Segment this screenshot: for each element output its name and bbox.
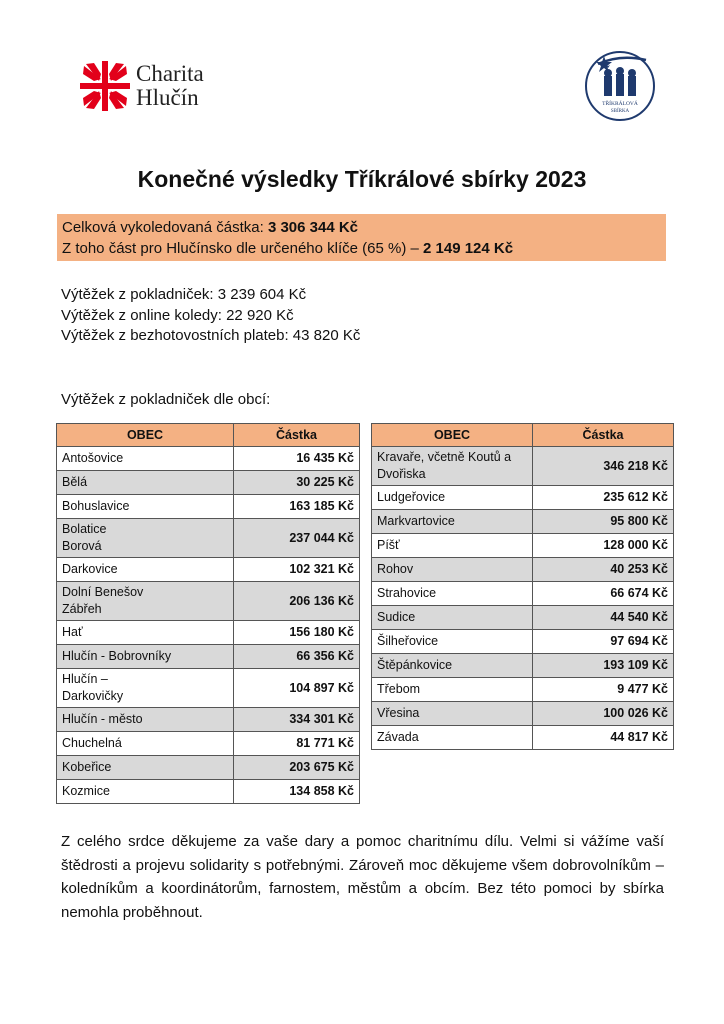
cell-castka: 128 000 Kč [533, 534, 674, 558]
cell-castka: 30 225 Kč [234, 471, 360, 495]
cell-castka: 66 356 Kč [234, 645, 360, 669]
table-row [372, 510, 674, 534]
municipality-table-right [371, 423, 674, 750]
table-row [57, 495, 360, 519]
cell-obec: Závada [372, 726, 533, 750]
seal-text: TŘÍKRÁLOVÁ [602, 101, 638, 107]
summary-total-value: 3 306 344 Kč [267, 219, 359, 236]
cell-castka: 95 800 Kč [533, 510, 674, 534]
cell-castka: 104 897 Kč [234, 669, 360, 708]
header-obec: OBEC [57, 424, 234, 447]
cell-castka: 44 540 Kč [533, 606, 674, 630]
cell-castka: 100 026 Kč [533, 702, 674, 726]
table-row [57, 519, 360, 558]
section-label: Výtěžek z pokladniček dle obcí: [61, 391, 271, 408]
summary-share-label: Z toho část pro Hlučínsko dle určeného klíče (65 %) – [62, 240, 424, 257]
table-row [372, 630, 674, 654]
cell-obec: Šilheřovice [372, 630, 533, 654]
table-row [372, 654, 674, 678]
cell-castka: 163 185 Kč [234, 495, 360, 519]
cell-obec: Ludgeřovice [372, 486, 533, 510]
trikralova-sbirka-seal-icon [584, 50, 656, 122]
table-row [57, 558, 360, 582]
table-row [372, 486, 674, 510]
table-row [57, 708, 360, 732]
summary-box [57, 214, 666, 261]
cell-obec: Dolní Benešov Zábřeh [57, 582, 234, 621]
svg-text:SBÍRKA: SBÍRKA [610, 109, 630, 114]
cell-castka: 346 218 Kč [533, 447, 674, 486]
table-row [57, 669, 360, 708]
cell-obec: Hlučín - Bobrovníky [57, 645, 234, 669]
table-row [57, 756, 360, 780]
logo-line1: Charita [136, 61, 204, 86]
summary-share-value: 2 149 124 Kč [423, 240, 514, 257]
yield-online: Výtěžek z online koledy: 22 920 Kč [61, 306, 294, 324]
table-row [57, 471, 360, 495]
cell-castka: 193 109 Kč [533, 654, 674, 678]
cell-castka: 16 435 Kč [234, 447, 360, 471]
table-header-row [372, 424, 674, 447]
municipality-table-left [56, 423, 360, 804]
cell-castka: 206 136 Kč [234, 582, 360, 621]
cell-obec: Píšť [372, 534, 533, 558]
cell-obec: Bělá [57, 471, 234, 495]
cell-obec: Kobeřice [57, 756, 234, 780]
yield-boxes: Výtěžek z pokladniček: 3 239 604 Kč [61, 286, 307, 303]
cell-castka: 66 674 Kč [533, 582, 674, 606]
header-obec: OBEC [372, 424, 533, 447]
table-row [57, 780, 360, 804]
table-row [57, 447, 360, 471]
table-row [372, 447, 674, 486]
table-row [372, 606, 674, 630]
cell-castka: 237 044 Kč [234, 519, 360, 558]
cell-castka: 40 253 Kč [533, 558, 674, 582]
cell-castka: 9 477 Kč [533, 678, 674, 702]
header-castka: Částka [234, 424, 360, 447]
cell-castka: 97 694 Kč [533, 630, 674, 654]
cell-obec: Hlučín – Darkovičky [57, 669, 234, 708]
cell-obec: Kravaře, včetně Koutů a Dvořiska [372, 447, 533, 486]
cell-castka: 203 675 Kč [234, 756, 360, 780]
table-row [57, 582, 360, 621]
cell-obec: Markvartovice [372, 510, 533, 534]
cell-obec: Hať [57, 621, 234, 645]
table-row [372, 726, 674, 750]
cell-castka: 235 612 Kč [533, 486, 674, 510]
yields-list [61, 285, 360, 347]
cell-obec: Rohov [372, 558, 533, 582]
charita-logo-text [136, 62, 204, 110]
summary-line1 [62, 217, 661, 238]
page-title: Konečné výsledky Tříkrálové sbírky 2023 [137, 166, 587, 192]
cell-obec: Třebom [372, 678, 533, 702]
thanks-paragraph: Z celého srdce děkujeme za vaše dary a pomoc charitnímu dílu. Velmi si vážíme vaší štědrosti a projevu solidarity s potřebnými. Zároveň moc děkujeme všem dobrovolníkům – koledníkům a koordinátorům, farnostem, městům a obcím. Bez této pomoci by sbírka nemohla proběhnout. [61, 833, 664, 921]
header-castka: Částka [533, 424, 674, 447]
summary-line2 [62, 238, 661, 259]
cell-castka: 134 858 Kč [234, 780, 360, 804]
cell-obec: Darkovice [57, 558, 234, 582]
cell-obec: Bolatice Borová [57, 519, 234, 558]
table-row [372, 702, 674, 726]
cell-obec: Bohuslavice [57, 495, 234, 519]
cell-obec: Štěpánkovice [372, 654, 533, 678]
table-row [57, 621, 360, 645]
charita-logo [80, 60, 204, 112]
cell-castka: 44 817 Kč [533, 726, 674, 750]
table-header-row [57, 424, 360, 447]
table-row [372, 558, 674, 582]
charita-cross-icon [80, 60, 130, 112]
table-row [57, 645, 360, 669]
cell-castka: 334 301 Kč [234, 708, 360, 732]
cell-obec: Kozmice [57, 780, 234, 804]
summary-total-label: Celková vykoledovaná částka: [62, 219, 268, 236]
yield-cashless: Výtěžek z bezhotovostních plateb: 43 820 Kč [61, 327, 361, 344]
cell-obec: Vřesina [372, 702, 533, 726]
table-row [372, 678, 674, 702]
cell-obec: Antošovice [57, 447, 234, 471]
logo-line2: Hlučín [136, 85, 199, 110]
cell-obec: Chuchelná [57, 732, 234, 756]
table-row [372, 582, 674, 606]
table-row [372, 534, 674, 558]
table-row [57, 732, 360, 756]
cell-obec: Hlučín - město [57, 708, 234, 732]
cell-castka: 156 180 Kč [234, 621, 360, 645]
cell-castka: 102 321 Kč [234, 558, 360, 582]
cell-obec: Sudice [372, 606, 533, 630]
cell-obec: Strahovice [372, 582, 533, 606]
cell-castka: 81 771 Kč [234, 732, 360, 756]
